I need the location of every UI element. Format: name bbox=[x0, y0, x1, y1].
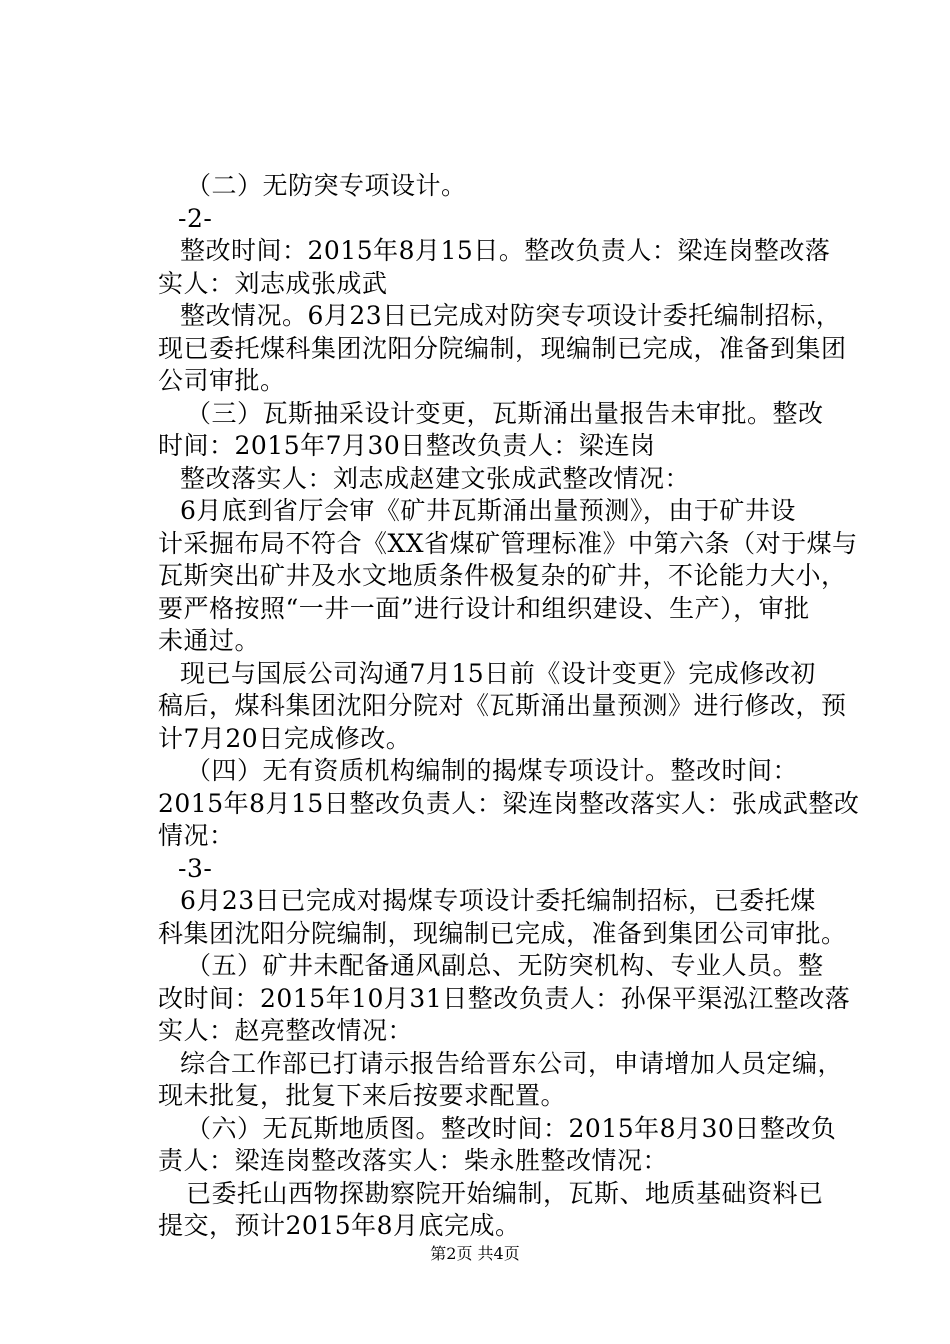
text-line: -2- bbox=[178, 203, 213, 233]
text-line: 稿后，煤科集团沈阳分院对《瓦斯涌出量预测》进行修改，预 bbox=[158, 691, 847, 720]
text-line: 整改情况。6月23日已完成对防突专项设计委托编制招标， bbox=[180, 301, 842, 330]
text-line: 改时间：2015年10月31日整改负责人：孙保平渠泓江整改落 bbox=[158, 983, 851, 1013]
text-line: 现已委托煤科集团沈阳分院编制，现编制已完成，准备到集团 bbox=[158, 333, 847, 363]
text-line: （三）瓦斯抽采设计变更，瓦斯涌出量报告未审批。整改 bbox=[186, 398, 824, 428]
text-line: 现已与国辰公司沟通7月15日前《设计变更》完成修改初 bbox=[180, 658, 816, 688]
text-line: 已委托山西物探勘察院开始编制，瓦斯、地质基础资料已 bbox=[186, 1178, 824, 1208]
text-line: 综合工作部已打请示报告给晋东公司，申请增加人员定编， bbox=[180, 1048, 844, 1078]
text-line: 提交，预计2015年8月底完成。 bbox=[158, 1211, 521, 1240]
text-line: 科集团沈阳分院编制，现编制已完成，准备到集团公司审批。 bbox=[158, 918, 847, 948]
text-line: （二）无防突专项设计。 bbox=[186, 171, 467, 200]
text-line: （四）无有资质机构编制的揭煤专项设计。整改时间： bbox=[186, 756, 799, 785]
text-line: 瓦斯突出矿井及水文地质条件极复杂的矿井，不论能力大小， bbox=[158, 561, 847, 590]
text-line: 6月底到省厅会审《矿井瓦斯涌出量预测》，由于矿井设 bbox=[180, 496, 796, 525]
text-line: 整改落实人：刘志成赵建文张成武整改情况： bbox=[180, 463, 691, 493]
text-line: -3- bbox=[178, 853, 213, 883]
text-line: 情况： bbox=[158, 821, 235, 850]
text-line: （五）矿井未配备通风副总、无防突机构、专业人员。整 bbox=[186, 951, 824, 980]
document-body bbox=[158, 170, 858, 1243]
text-line: 整改时间：2015年8月15日。整改负责人：梁连岗整改落 bbox=[180, 236, 831, 265]
page-footer: 第2页 共4页 bbox=[430, 1244, 520, 1263]
text-line: 现未批复，批复下来后按要求配置。 bbox=[158, 1081, 567, 1110]
text-line: 2015年8月15日整改负责人：梁连岗整改落实人：张成武整改 bbox=[158, 788, 860, 818]
text-line: 计采掘布局不符合《XX省煤矿管理标准》中第六条（对于煤与 bbox=[158, 528, 858, 558]
text-line: 未通过。 bbox=[158, 626, 261, 655]
text-line: 6月23日已完成对揭煤专项设计委托编制招标，已委托煤 bbox=[180, 886, 816, 915]
text-line: 实人：刘志成张成武 bbox=[158, 268, 388, 298]
text-line: 计7月20日完成修改。 bbox=[158, 723, 412, 753]
text-line: 实人：赵亮整改情况： bbox=[158, 1016, 414, 1045]
text-line: 责人：梁连岗整改落实人：柴永胜整改情况： bbox=[158, 1146, 669, 1175]
text-line: 时间：2015年7月30日整改负责人：梁连岗 bbox=[158, 431, 656, 460]
text-line: 公司审批。 bbox=[158, 366, 286, 395]
text-line: （六）无瓦斯地质图。整改时间：2015年8月30日整改负 bbox=[186, 1113, 837, 1143]
text-line: 要严格按照“一井一面”进行设计和组织建设、生产），审批 bbox=[158, 593, 810, 623]
